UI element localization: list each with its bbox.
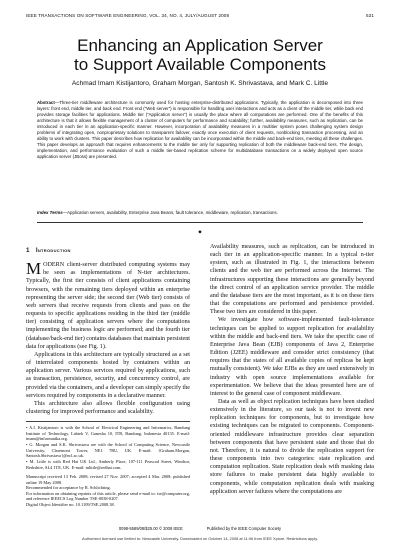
running-head — [26, 13, 374, 18]
paper-title — [0, 36, 400, 74]
paragraph-text: client-server distributed computing systems may be seen as implementations of N-tier architectures. Typically, the first tier consists of client applications containing browsers, with the remaining tiers deployed within an enterprise representing the server side; the second tier (Web tier) consists of web servers that receive requests from clients and pass on the requests to specific applications residing in the third tier (middle tier) consisting of application servers where the computations implementing the business logic are performed; and the fourth tier (database/back-end tier) contains databases that maintain persistent data for applications (see Fig. 1). — [26, 262, 190, 350]
footnote-author-1: • A.I. Kistijantoro is with the School of Electrical Engineering and Informatics, Bandung Institute of Technology, Labtek V, Ganesha 10, ITB, Bandung, Indonesia 40135. E-mail: imam@informatika.org. — [26, 425, 190, 442]
footnote-author-2: • G. Morgan and S.K. Shrivastava are with the School of Computing Science, Newcastle University, Claremont Tower, NE1 7RU, UK. E-mail: {Graham.Morgan, Santosh.Shrivastava}@ncl.ac.uk. — [26, 442, 190, 459]
drop-cap: M — [26, 259, 42, 279]
manuscript-doi: Digital Object Identifier no. 10.1109/TSE.2008.38. — [26, 501, 115, 507]
issn-copyright: 0098-5589/08/$25.00 © 2008 IEEE — [118, 526, 183, 531]
section-heading — [26, 247, 190, 255]
lead-word: ODERN — [43, 262, 65, 269]
copyright-line — [26, 526, 374, 531]
index-terms-label: Index Terms — [37, 210, 63, 215]
body-paragraph-3: Data as well as object replication techniques have been studied extensively in the literature, so our task is not to invent new replication techniques for components, but to investigate how existing techniques can be migrated to components. Component-oriented middleware infrastructure provides clear separation between components that have persistent state and those that do not. Therefore, it is natural to divide the replication support for these components into two categories: state replication and computation replication. State replication deals with masking data store failures to make persistent data highly available to components, while computation replication deals with masking application server failures where the computations are — [210, 398, 374, 495]
section-endmark: ◆ — [198, 229, 202, 234]
intro-paragraph-1 — [26, 261, 190, 351]
manuscript-reprints: For information on obtaining reprints of this article, please send e-mail to: tse@computer.org, and reference IEEECS Log Number TSE-0038-0207. — [26, 490, 190, 502]
left-column — [26, 247, 190, 507]
title-line-2: to Support Available Components — [73, 55, 327, 74]
index-terms — [37, 210, 363, 216]
author-list: Achmad Imam Kistijantoro, Graham Morgan, Santosh K. Shrivastava, and Mark C. Little — [71, 80, 329, 87]
page-number: 531 — [366, 13, 374, 18]
section-number: 1 — [26, 247, 30, 254]
license-notice: Authorized licensed use limited to: Newcastle University. Downloaded on October 14, 2008 at 11:06 from IEEE Xplore. Restrictions apply. — [82, 536, 318, 541]
publisher: Published by the IEEE Computer Society — [206, 526, 282, 531]
journal-name: IEEE TRANSACTIONS ON SOFTWARE ENGINEERING, VOL. 34, NO. 4, JULY/AUGUST 2008 — [26, 13, 230, 18]
abstract-divider — [37, 222, 363, 223]
section-title: Introduction — [35, 247, 71, 254]
manuscript-info — [26, 474, 190, 507]
index-terms-text: —Application servers, availability, Enterprise Java Beans, fault tolerance, middleware, replication, transactions. — [62, 210, 278, 215]
manuscript-editor: Recommended for acceptance by R. Schlichting. — [26, 485, 111, 491]
body-paragraph-1: Availability measures, such as replication, can be introduced in each tier in an application-specific manner. In a typical n-tier system, such as illustrated in Fig. 1, the interactions between clients and the web tier are performed across the Internet. The infrastructures supporting these interactions are generally beyond the direct control of an application service provider. The middle and the database tiers are the most important, as it is on these tiers that the computations are performed and persistence provided. These two tiers are considered in this paper. — [210, 244, 374, 316]
right-column — [210, 243, 374, 496]
footnote-author-3: • M. Little is with Red Hat UK Ltd., Amberly Place, 107-111 Peascod Street, Windsor, Berkshire, SL4 1TE, UK. E-mail: mlittle@redhat.com. — [26, 459, 190, 470]
abstract-text: —Three-tier middleware architecture is commonly used for hosting enterprise-distributed applications. Typically, the application is decomposed into three layers: front end, middle tier, and back end. Front end (“Web server”) is responsible for handling user interactions and acts as a client of the middle tier, while back end provides storage facilities for applications. Middle tier (“Application server”) is usually the place where all computations are performed. One of the benefits of this architecture is that it allows flexible management of a cluster of computers for performance and scalability; further, availability measures, such as replication, can be introduced in each tier in an application-specific manner. However, incorporation of availability measures in a multitier system poses challenging system design problems of integrating open, nonproprietary solutions to transparent failover, exactly once execution of client requests, nonblocking transaction processing, and an ability to work with clusters. This paper describes how replication for availability can be incorporated within the middle and back-end tiers, meeting all these challenges. This paper develops an approach that requires enhancements to the middle tier only for supporting replication of both the middleware back-end tiers. The design, implementation, and performance evaluation of such a middle tier-based replication scheme for multidatabase transactions on a widely deployed open source application server (JBoss) are presented. — [37, 100, 363, 159]
abstract-label: Abstract — [37, 100, 55, 105]
manuscript-dates: Manuscript received 13 Feb. 2008; revised 27 Nov. 2007; accepted 4 Mar. 2008; published online 19 May 2008. — [26, 474, 190, 485]
abstract — [37, 100, 363, 160]
author-footnotes — [26, 425, 190, 470]
title-line-1: Enhancing an Application Server — [77, 36, 323, 55]
footnote-divider — [26, 421, 190, 422]
intro-paragraph-3: This architecture also allows flexible configuration using clustering for improved performance and scalability. — [26, 400, 190, 415]
body-paragraph-2: We investigate how software-implemented fault-tolerance techniques can be applied to support replication for availability within the middle and back-end tiers. We take the specific case of Enterprise Java Bean (EJB) components of Java 2, Enterprise Edition (J2EE) middleware and consider strict consistency (that requires that the states of all available copies of replicas be kept mutually consistent). We take EJBs as they are used extensively in industry with open source implementations available for experimentation. We believe that the ideas presented here are of interest to the general case of component middleware. — [210, 317, 374, 397]
intro-paragraph-2: Applications in this architecture are typically structured as a set of interrelated components hosted by containers within an application server. Various services required by applications, such as transaction, persistence, security, and concurrency control, are provided via the containers, and a developer can simply specify the services required by components in a declarative manner. — [26, 351, 190, 399]
